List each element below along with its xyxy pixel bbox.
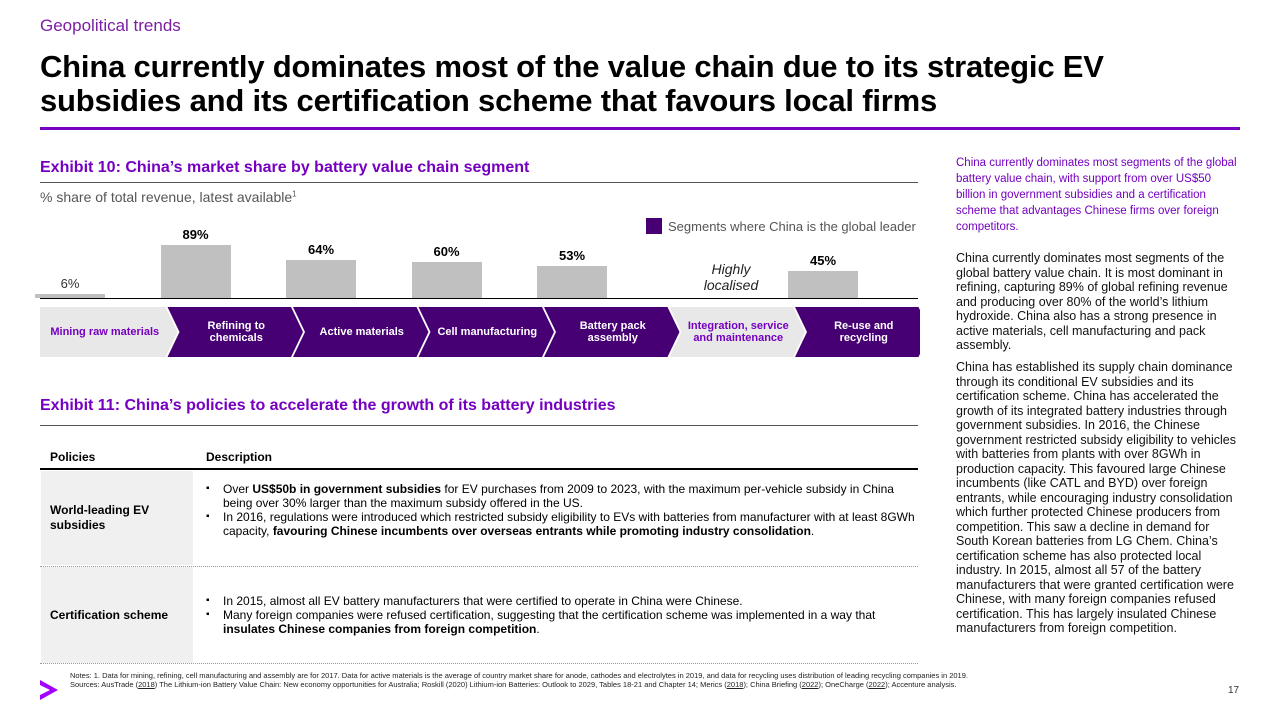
source-link[interactable]: 2018 [138, 680, 155, 690]
exhibit-10-subtitle: % share of total revenue, latest available$^1$ [40, 189, 297, 205]
bar-value-label: 6% [60, 276, 80, 292]
chevron-label: Battery pack assembly [579, 320, 646, 344]
bar-value-label: 89% [182, 227, 209, 242]
bar-6 [788, 271, 858, 298]
legend-label: Segments where China is the global leader [668, 218, 916, 234]
chevron-label: Cell manufacturing [437, 326, 538, 338]
chevron-label: Integration, service and maintenance [687, 320, 789, 344]
highly-localised-note: Highly localised [703, 261, 759, 293]
table-bottom-rule [40, 663, 918, 664]
table-header-rule [40, 468, 918, 470]
title-divider [40, 127, 1240, 130]
exhibit-10-rule [40, 182, 918, 183]
section-kicker: Geopolitical trends [40, 16, 181, 35]
bar-2 [286, 260, 356, 298]
notes-text: Notes: 1. Data for mining, refining, cell manufacturing and assembly are for 2017. Data for active materials is the average of country market share for anode, cathodes and electrolytes in 2019, and data for recycling uses distribution of leading recycling companies in 2019. [70, 671, 968, 680]
page-title: China currently dominates most of the value chain due to its strategic EV subsidies and its certification scheme that favours local firms [40, 49, 1104, 118]
row-policy-certification: Certification scheme [50, 608, 169, 622]
chart-legend [646, 218, 916, 234]
sidebar-paragraph-1: China currently dominates most segments of the global battery value chain. It is most dominant in refining, capturing 89% of global refining revenue and producing over 80% of the world’s lithium hydroxide. China also has a strong presence in active materials, cell manufacturing and pack assembly. [956, 251, 1228, 352]
bar-value-label: 60% [433, 244, 460, 260]
row-policy-subsidies: World-leading EV subsidies [50, 503, 150, 532]
chevron-label: Active materials [319, 326, 404, 338]
exhibit-11-rule [40, 425, 918, 426]
list-item: ▪ In 2016, regulations were introduced which restricted subsidy eligibility to EVs with batteries from manufacturer with at least 8GWh capacity, favouring Chinese incumbents over overseas entrants while promoting industry consolidation. [206, 510, 916, 538]
sources-text: Sources: AusTrade (2018) The Lithium-ion Battery Value Chain: New economy opportunities for Australia; Roskill (2020) Lithium-ion Batteries: Outlook to 2029, Tables 18-21 and Chapter 14; Merics (2018); China Briefing (2022); OneCharge (2022); Accenture analysis. [70, 680, 957, 690]
accenture-logo-icon [38, 678, 60, 702]
row-description-certification [206, 594, 916, 636]
footnotes [70, 671, 970, 690]
bar-1 [161, 245, 231, 298]
source-link[interactable]: 2022 [868, 680, 886, 690]
exhibit-10-title: Exhibit 10: China’s market share by battery value chain segment [40, 159, 530, 176]
bar-value-label: 64% [307, 241, 335, 257]
list-item: ▪ Over US$50b in government subsidies for EV purchases from 2009 to 2023, with the maximum per-vehicle subsidy in China being over 30% larger than the maximum subsidy offered in the US. [206, 482, 916, 510]
bar-value-label: 53% [558, 248, 586, 264]
chevron-label: Mining raw materials [50, 326, 160, 338]
source-link[interactable]: 2022 [801, 680, 819, 690]
bar-4 [537, 266, 607, 298]
row-description-subsidies [206, 482, 916, 538]
chevron-label: Refining to chemicals [207, 320, 265, 344]
page-number: 17 [1228, 685, 1240, 696]
exhibit-11-title: Exhibit 11: China’s policies to accelerate the growth of its battery industries [40, 397, 616, 414]
sidebar-paragraph-2: China has established its supply chain dominance through its conditional EV subsidies and its certification scheme. China has accelerated the growth of its integrated battery industries through government subsidies. In 2016, the Chinese government restricted subsidy eligibility to vehicles with batteries from plants with over 8GWh in production capacity. This favoured large Chinese incumbents (like CATL and BYD) over foreign entrants, while encouraging industry consolidation which further protected Chinese producers from competition. This saw a decline in demand for South Korean batteries from LG Chem. China’s certification scheme has also protected local industry. In 2015, almost all 57 of the battery manufacturers that were granted certification were Chinese, with many foreign companies refused certification. This has largely insulated Chinese manufacturers from foreign competition. [956, 360, 1236, 635]
list-item: ▪ In 2015, almost all EV battery manufacturers that were certified to operate in China were Chinese. [206, 594, 916, 608]
bar-3 [412, 262, 482, 298]
column-header-description: Description [206, 450, 273, 464]
chart-baseline [40, 298, 918, 299]
legend-swatch [646, 218, 662, 234]
sidebar-lead: China currently dominates most segments of the global battery value chain, with support from over US$50 billion in government subsidies and a certification scheme that advantages Chinese firms over foreign competitors. [956, 157, 1237, 233]
source-link[interactable]: 2018 [726, 680, 744, 690]
list-item: ▪ Many foreign companies were refused certification, suggesting that the certification scheme was implemented in a way that insulates Chinese companies from foreign competition. [206, 608, 916, 636]
chevron-label: Re-use and recycling [834, 320, 894, 344]
bar-value-label: 45% [809, 253, 837, 269]
column-header-policies: Policies [50, 450, 96, 464]
